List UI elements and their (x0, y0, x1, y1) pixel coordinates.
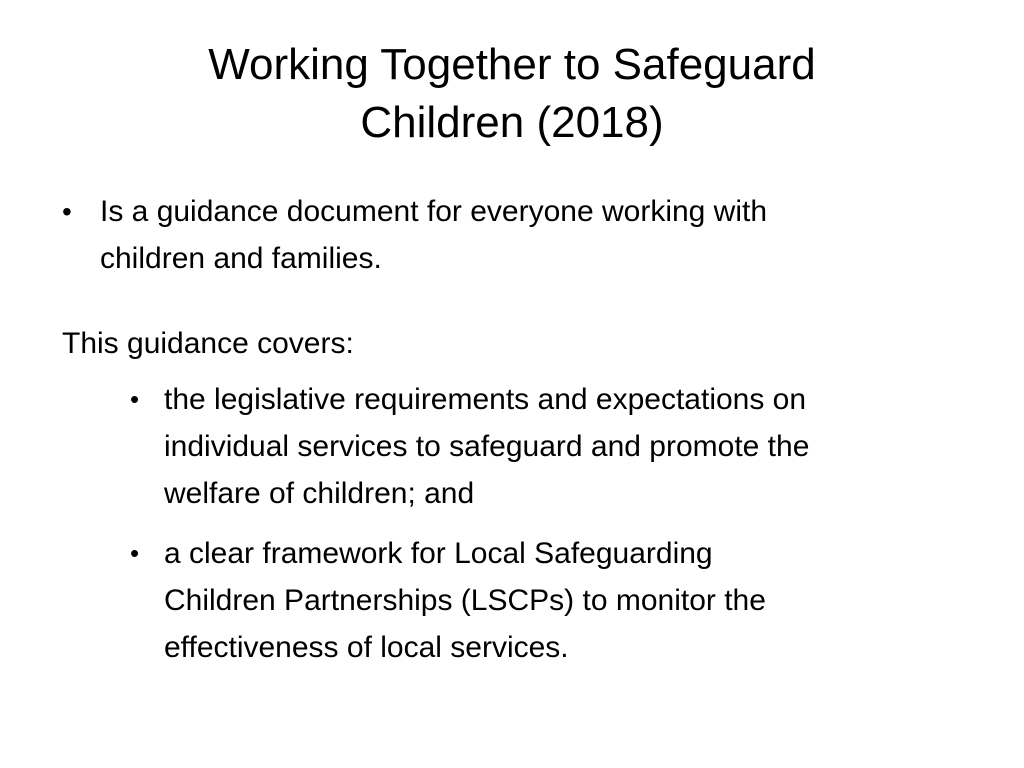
bullet-icon: • (130, 538, 140, 568)
bullet-line: Children Partnerships (LSCPs) to monitor the (164, 584, 766, 617)
bullet-text (100, 188, 767, 282)
bullet-text (164, 376, 809, 517)
bullet-line: welfare of children; and (164, 477, 475, 510)
sub-bullet-legislative-requirements (130, 376, 990, 517)
bullet-text (164, 530, 766, 671)
sub-bullet-lscp-framework (130, 530, 990, 671)
bullet-line: the legislative requirements and expectations on (164, 383, 807, 416)
bullet-line: Is a guidance document for everyone working with (100, 195, 768, 228)
bullet-icon: • (130, 384, 140, 414)
title-line-2: Children (2018) (360, 98, 664, 147)
title-line-1: Working Together to Safeguard (208, 40, 816, 89)
bullet-icon: • (62, 196, 72, 227)
intro-text: This guidance covers: (62, 327, 354, 360)
bullet-line: a clear framework for Local Safeguarding (164, 537, 713, 570)
bullet-line: children and families. (100, 242, 382, 275)
bullet-point-guidance-document (62, 188, 962, 282)
slide-title (100, 36, 924, 152)
bullet-line: effectiveness of local services. (164, 631, 569, 664)
bullet-line: individual services to safeguard and promote the (164, 430, 810, 463)
